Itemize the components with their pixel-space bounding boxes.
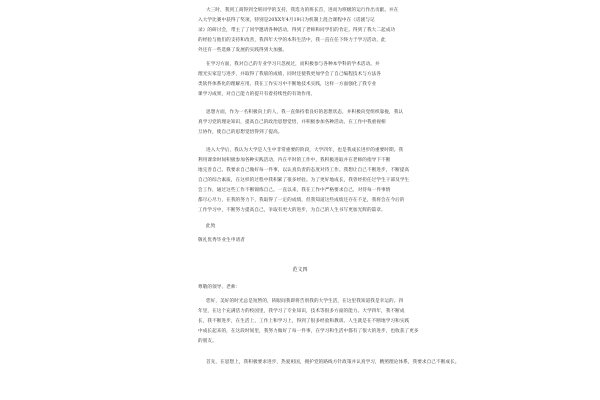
signature-line: 敬礼优秀毕业生申请者 <box>198 238 245 243</box>
paragraph-line: 的经验与他们的支持和改善，我四年大学的本科生活中，我一直在任下终力于学习活动，此 <box>198 38 386 43</box>
paragraph-line: 利用课余时间积极参加各种实践活动，内在平时的工作中，我积极进取并在老师的指导下不断 <box>198 158 391 163</box>
paragraph-line: 的朋友。 <box>198 339 217 344</box>
paragraph-line: 类软件体系化的理解应用。我在工作实习中不断地技术实践，这样一方面强化了我专业 <box>198 82 377 87</box>
paragraph-line: 录》的研讨会，带主了了同学邀请各种活动，得到了老师和同学们的肯定。得到了我大二起成功 <box>198 28 396 33</box>
paragraph-line: 长，我不断进步，在生活上、工作上和学习上，得到了很多经验和教训。人生就是在不断地学习和实践 <box>198 319 410 324</box>
salutation: 尊敬的领导、老师： <box>198 285 241 290</box>
paragraph-line: 首先，在思想上，我积极要求进步，热爱祖国，拥护党的路线方针政策并认真学习，精照理论体系，我要求自己不断成长。 <box>206 360 460 365</box>
closing-text: 此致 <box>206 224 216 229</box>
paragraph-line: 会工作，通过这些工作不断锦炼自己。一直以来，我在工作中严格要求自己，对待每一件事情 <box>198 188 391 193</box>
section-title: 范文四 <box>292 267 308 273</box>
paragraph-line: 中成长起来的，在这段时间里，我努力做好了每一件事，在学习和生活中都有了很大的进步，也收获了更多 <box>198 329 419 334</box>
paragraph-line: 入大学比赛中获得了奖项，特别是20XX年4月19日为机制上混合课程中在《话剧与记 <box>198 18 375 23</box>
paragraph-line: 课学习成果，对自己能力的提升有着持续性的有效作用。 <box>198 92 316 97</box>
paragraph-line: 思想方面，作为一名积极向上的人，我一直保持着良好的思想状态，并积极向党组织靠拢，我认 <box>206 110 404 115</box>
paragraph-line: 外还有一些选修了发展的实践得到大加强。 <box>198 48 288 53</box>
paragraph-line: 年里，在这个充满活力的校园里，我学习了专业知识，技术等很多方面的能力。大学四年，我不断成 <box>198 309 405 314</box>
paragraph-line: 在学习方面，我对自己的专业学习只忽视过，而积极参与各种本学科的学术活动。并 <box>206 62 380 67</box>
paragraph-line: 都尽心尽力，在我的努力下，我取得了一定的成绩，但我知道这些成绩还存在不足，我将会在今后的 <box>198 198 405 203</box>
paragraph-line: 工作学习中，不断努力提高自己，争取有更大的进步，为自己的人生书写更加光辉的篇章。 <box>198 208 386 213</box>
paragraph-line: 进入大学后，我认为大学是人生中非常重要的阶段，大学四年，也是我成长进步的重要时期。我 <box>206 148 404 153</box>
paragraph-line: 大三时，我到工商得到全班同学的支持，我选为的班长首，进而为班级的运行作出贡献。并在 <box>206 8 399 13</box>
paragraph-line: 自己的综合素质，在这样的过程中我积累了很多经验。为了更好地成长，我曾经担任过学生干部及学生 <box>198 178 410 183</box>
paragraph-line: 理光实家是与进步，并取得了我崭的成绩，同时还使我更加学会了自己编程技术与方法各 <box>198 72 382 77</box>
paragraph-line: 互协作，使自己的思想觉悟得到了提高。 <box>198 130 283 135</box>
paragraph-line: 您好，美好的时光总是短暂的，转眼间我即将告别我的大学生活，在这里我知道我是幸运的。四 <box>206 299 404 304</box>
paragraph-line: 地完善自己。我要求自己做好每一件事，以认真负责的态度对待工作。我想让自己不断进步，不断提高 <box>198 168 410 173</box>
paragraph-line: 真学习党的理论知识，提高自己的政治思想觉悟，并积极参加各种活动。在工作中我重视相 <box>198 120 386 125</box>
